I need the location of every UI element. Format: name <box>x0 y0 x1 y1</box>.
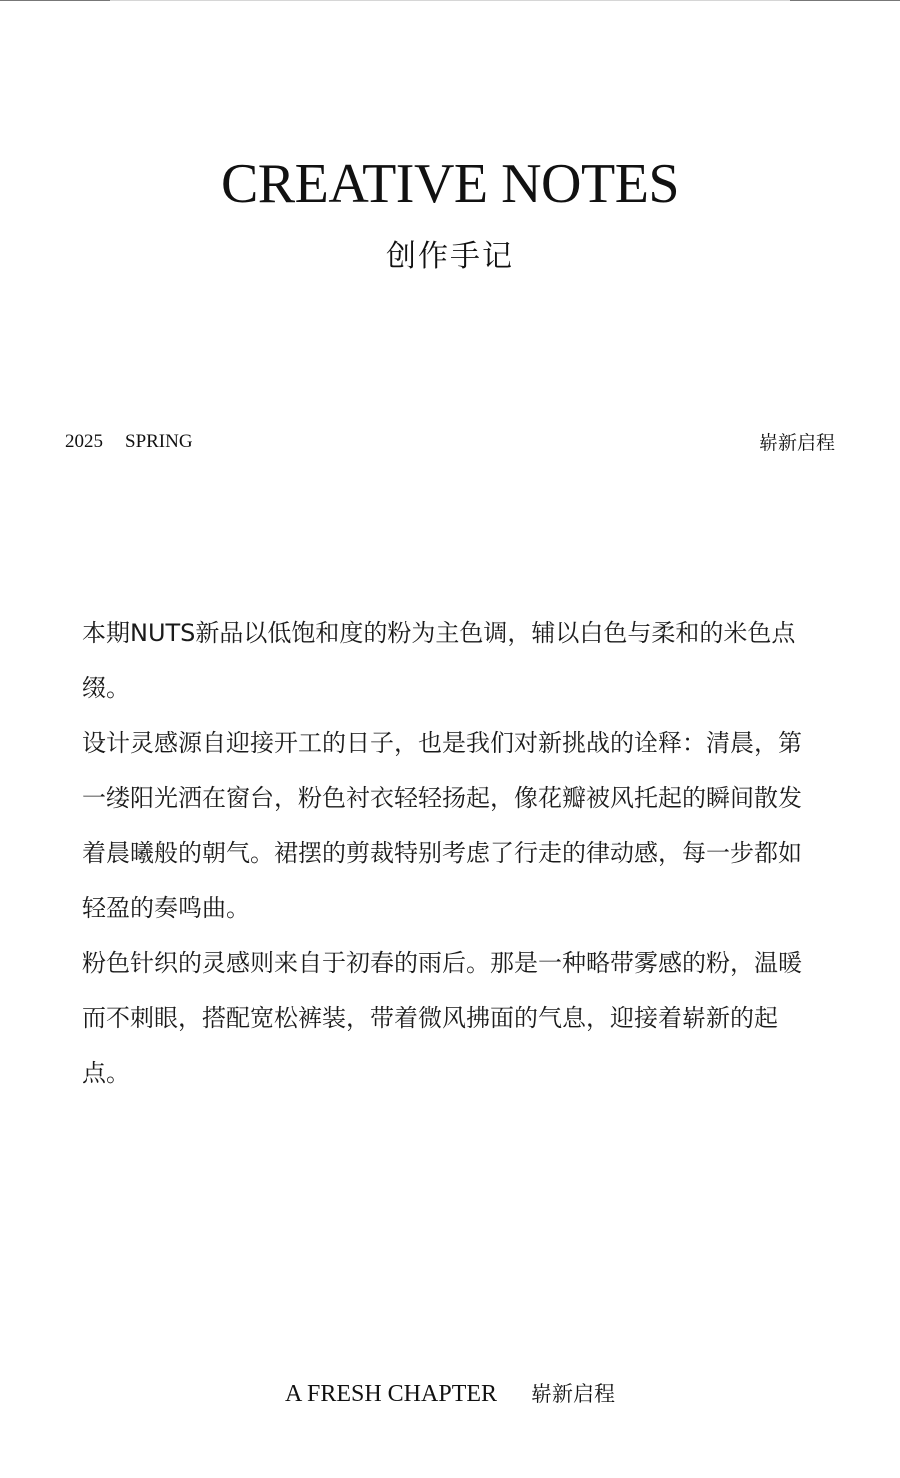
footer-text-en: A FRESH CHAPTER <box>284 1381 498 1407</box>
season-name: SPRING <box>125 431 193 452</box>
page-title: CREATIVE NOTES <box>220 153 680 215</box>
footer-text-cn: 崭新启程 <box>531 1382 616 1406</box>
paragraph-3: 粉色针织的灵感则来自于初春的雨后。那是一种略带雾感的粉，温暖而不刺眼，搭配宽松裤装，带着微风拂面的气息，迎接着崭新的起点。 <box>82 949 802 1087</box>
paragraph-2: 设计灵感源自迎接开工的日子，也是我们对新挑战的诠释：清晨，第一缕阳光洒在窗台，粉色衬衣轻轻扬起，像花瓣被风托起的瞬间散发着晨曦般的朝气。裙摆的剪裁特别考虑了行走的律动感，每一步都如轻盈的奏鸣曲。 <box>82 729 802 922</box>
top-edge-line-left <box>0 0 110 1</box>
season-label <box>65 430 193 454</box>
season-year: 2025 <box>65 431 103 452</box>
article-body <box>82 606 822 1101</box>
footer <box>0 1378 900 1410</box>
page-subtitle: 创作手记 <box>386 239 514 274</box>
paragraph-1: 本期NUTS新品以低饱和度的粉为主色调，辅以白色与柔和的米色点缀。 <box>82 619 796 702</box>
top-edge-line-right <box>790 0 900 1</box>
top-edge-line-middle <box>110 0 790 1</box>
tagline-cn: 崭新启程 <box>758 432 835 454</box>
